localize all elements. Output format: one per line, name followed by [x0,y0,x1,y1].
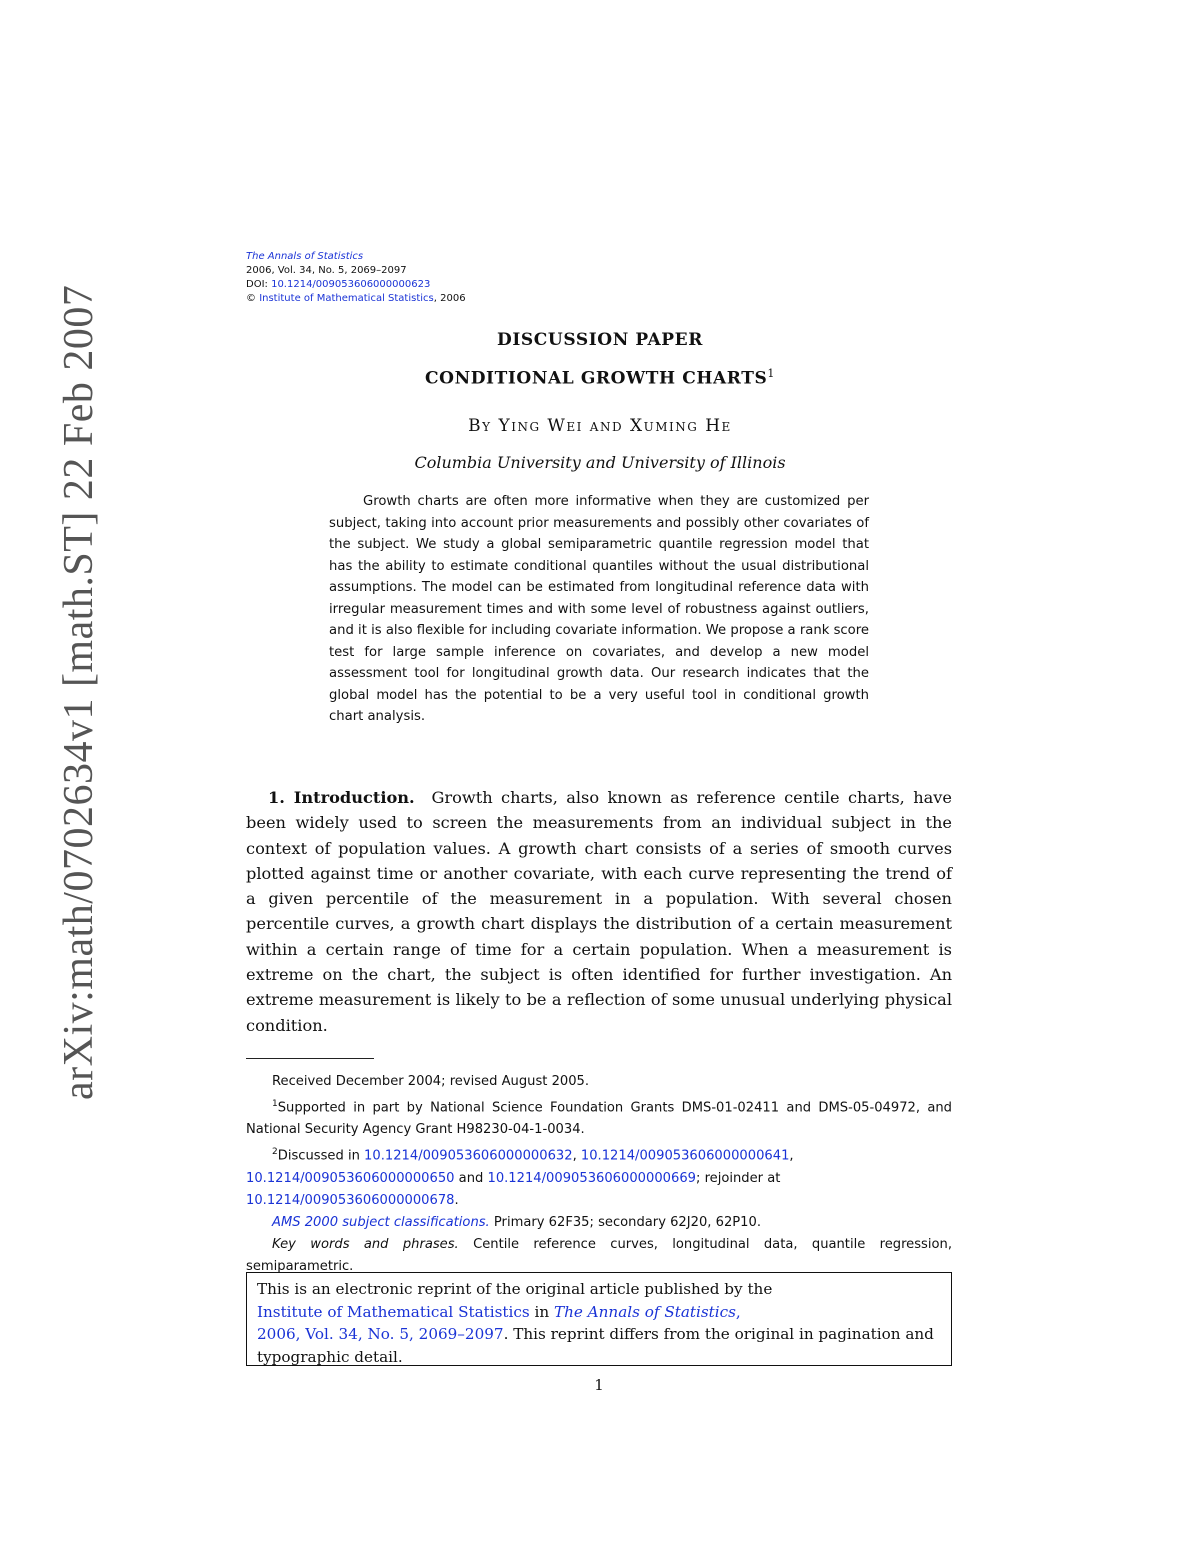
abstract-paragraph: Growth charts are often more informative when they are customized per subject, taking into account prior measurements and possibly other covariates of the subject. We study a global semiparametric quantile regression model that has the ability to estimate conditional quantiles without the usual distributional assumptions. The model can be estimated from longitudinal reference data with irregular measurement times and with some level of robustness against outliers, and it is also flexible for including covariate information. We propose a rank score test for large sample inference on covariates, and develop a new model assessment tool for longitudinal growth data. Our research indicates that the global model has the potential to be a very useful tool in conditional growth chart analysis. [329,494,869,724]
copyright-line [246,292,466,306]
received-note: Received December 2004; revised August 2005. [272,1074,590,1089]
journal-info [246,250,466,306]
footnote-2-end: . [454,1192,459,1208]
discussion-link-1[interactable]: 10.1214/009053606000000632 [364,1148,573,1164]
publisher-link[interactable]: Institute of Mathematical Statistics [259,293,434,304]
footnote-2-rejoinder: ; rejoinder at [696,1170,781,1186]
author-line: By Ying Wei and Xuming He [468,416,732,436]
footnote-2-separator: , [572,1148,581,1164]
affiliation-line: Columbia University and University of Illinois [414,453,786,472]
paper-title-text: CONDITIONAL GROWTH CHARTS [425,368,768,389]
footnotes-block [246,1071,952,1278]
paper-type-heading: DISCUSSION PAPER [497,330,703,350]
rejoinder-link[interactable]: 10.1214/009053606000000678 [246,1192,455,1208]
discussion-link-2[interactable]: 10.1214/009053606000000641 [580,1148,790,1164]
page-number: 1 [594,1376,604,1394]
ams-classification-text: Primary 62F35; secondary 62J20, 62P10. [489,1214,761,1230]
title-footnote-mark[interactable]: 1 [767,367,775,380]
doi-link[interactable]: 10.1214/009053606000000623 [271,279,431,290]
ams-classification [246,1212,952,1234]
journal-name-link[interactable]: The Annals of Statistics [246,251,364,262]
footnote-2-separator: , [789,1148,794,1164]
reprint-volume-link[interactable]: 2006, Vol. 34, No. 5, 2069–2097 [257,1325,504,1343]
doi-line [246,278,466,292]
reprint-in-text: in [529,1302,554,1321]
reprint-notice-box [246,1272,952,1366]
keywords-text: Centile reference curves, longitudinal data, quantile regression, semiparametric. [246,1236,952,1274]
discussion-link-3[interactable]: 10.1214/009053606000000650 [246,1170,455,1186]
discussion-link-4[interactable]: 10.1214/009053606000000669 [487,1170,696,1186]
section-heading: 1. Introduction. [268,788,415,807]
footnote-2-mark: 2 [272,1147,278,1158]
footnote-1-text: Supported in part by National Science Foundation Grants DMS-01-02411 and DMS-05-04972, and National Security Agency Grant H98230-04-1-0034. [246,1100,952,1138]
journal-volume-line: 2006, Vol. 34, No. 5, 2069–2097 [246,265,407,276]
footnote-2 [246,1141,952,1211]
reprint-comma: , [735,1302,741,1321]
doi-label: DOI: [246,279,268,290]
copyright-year: , 2006 [433,293,466,304]
footnote-divider [246,1058,374,1059]
introduction-section [246,785,952,1038]
reprint-line-1: This is an electronic reprint of the original article published by the [257,1280,773,1298]
footnote-2-prefix: Discussed in [277,1148,365,1164]
footnote-1-mark: 1 [272,1099,278,1109]
reprint-journal-link[interactable]: The Annals of Statistics [553,1302,736,1321]
reprint-rest: . This reprint differs from the original in pagination and typographic detail. [257,1325,934,1366]
footnote-2-and: and [454,1170,488,1186]
arxiv-identifier-stamp: arXiv:math/0702634v1 [math.ST] 22 Feb 2007 [56,284,102,1100]
footnote-1 [246,1093,952,1141]
paper-title [246,367,954,389]
keywords-label: Key words and phrases. [272,1236,459,1252]
introduction-text: Growth charts, also known as reference centile charts, have been widely used to screen the measurements from an individual subject in the context of population values. A growth chart consists of a series of smooth curves plotted against time or another covariate, with each curve representing the trend of a given percentile of the measurement in a population. With several chosen percentile curves, a growth chart displays the distribution of a certain measurement within a certain range of time for a certain population. When a measurement is extreme on the chart, the subject is often identified for further investigation. An extreme measurement is likely to be a reflection of some unusual underlying physical condition. [246,788,952,1035]
reprint-publisher-link[interactable]: Institute of Mathematical Statistics [257,1302,530,1321]
ams-classification-link[interactable]: AMS 2000 subject classifications. [272,1214,490,1230]
copyright-icon: © [246,293,256,304]
